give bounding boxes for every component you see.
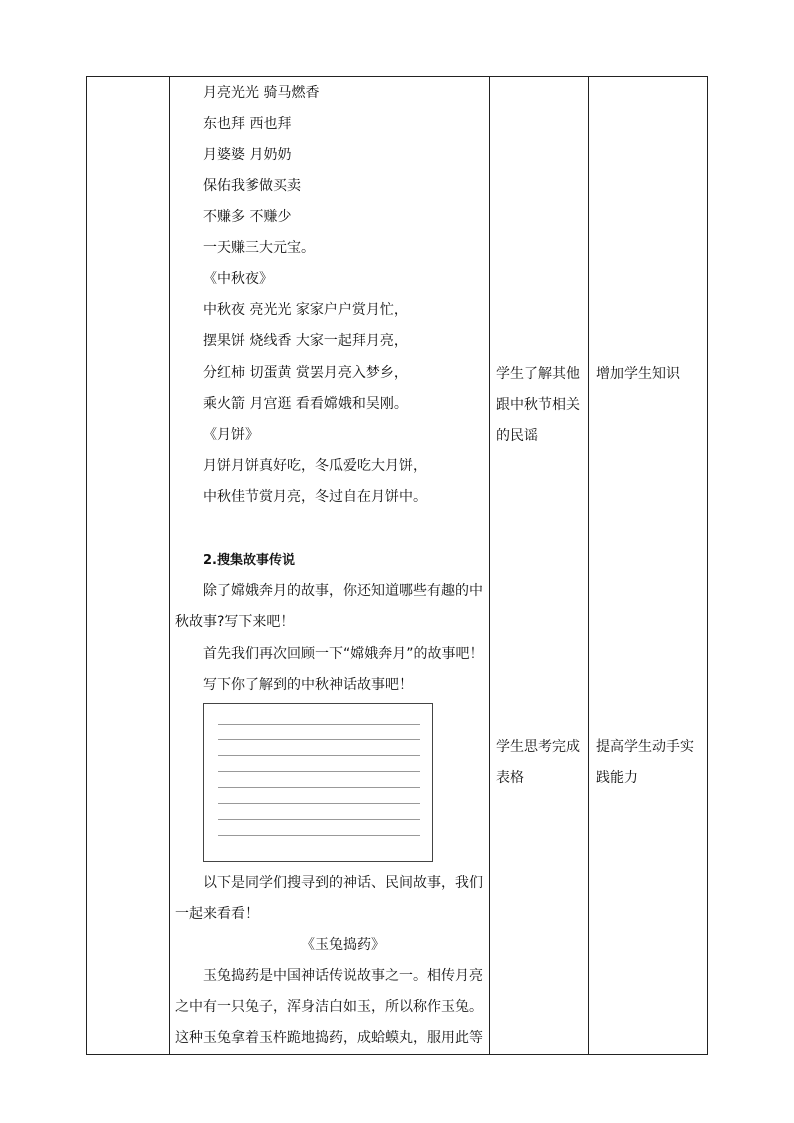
- ballad-title: 《中秋夜》: [203, 271, 273, 287]
- ballad-line: 月饼月饼真好吃，冬瓜爱吃大月饼，: [203, 458, 427, 474]
- ballad-line: 中秋佳节赏月亮，冬过自在月饼中。: [203, 489, 427, 505]
- ruled-line: [218, 835, 420, 836]
- ruled-line: [218, 771, 420, 772]
- ballad-title: 《月饼》: [203, 427, 259, 443]
- paragraph-line: 首先我们再次回顾一下“嫦娥奔月”的故事吧！: [203, 646, 484, 662]
- story-line: 之中有一只兔子，浑身洁白如玉，所以称作玉兔。: [175, 999, 483, 1015]
- student-activity-note: 学生思考完成 表格: [496, 739, 580, 786]
- paragraph-line: 除了嫦娥奔月的故事，你还知道哪些有趣的中: [203, 583, 483, 599]
- ballad-line: 月婆婆 月奶奶: [203, 147, 292, 163]
- writing-box[interactable]: [203, 703, 433, 862]
- paragraph-line: 秋故事?写下来吧！: [175, 614, 295, 630]
- section-heading: 2.搜集故事传说: [203, 553, 295, 568]
- ballad-line: 保佑我爹做买卖: [203, 178, 301, 194]
- ballad-line: 东也拜 西也拜: [203, 116, 292, 132]
- column-divider: [489, 77, 490, 1054]
- ruled-line: [218, 787, 420, 788]
- paragraph-line: 以下是同学们搜寻到的神话、民间故事，我们: [203, 875, 483, 891]
- ballad-line: 摆果饼 烧线香 大家一起拜月亮，: [203, 333, 408, 349]
- design-intent-note: 提高学生动手实 践能力: [596, 739, 694, 786]
- ruled-line: [218, 755, 420, 756]
- ruled-line: [218, 739, 420, 740]
- ruled-line: [218, 803, 420, 804]
- paragraph-line: 一起来看看！: [175, 906, 259, 922]
- story-line: 玉兔捣药是中国神话传说故事之一。相传月亮: [203, 968, 483, 984]
- design-intent-note: 增加学生知识: [596, 366, 680, 382]
- ruled-line: [218, 819, 420, 820]
- ballad-line: 中秋夜 亮光光 家家户户赏月忙，: [203, 302, 408, 318]
- story-title: 《玉兔捣药》: [301, 937, 385, 953]
- paragraph-line: 写下你了解到的中秋神话故事吧！: [203, 677, 413, 693]
- ballad-line: 不赚多 不赚少: [203, 209, 292, 225]
- ballad-line: 一天赚三大元宝。: [203, 240, 315, 256]
- column-divider: [169, 77, 170, 1054]
- ballad-line: 月亮光光 骑马燃香: [203, 85, 320, 101]
- column-divider: [588, 77, 589, 1054]
- story-line: 这种玉兔拿着玉杵跪地捣药，成蛤蟆丸，服用此等: [175, 1030, 483, 1046]
- ballad-line: 乘火箭 月宫逛 看看嫦娥和吴刚。: [203, 396, 408, 412]
- ruled-line: [218, 724, 420, 725]
- student-activity-note: 学生了解其他 跟中秋节相关 的民谣: [496, 366, 580, 444]
- ballad-line: 分红柿 切蛋黄 赏罢月亮入梦乡，: [203, 365, 408, 381]
